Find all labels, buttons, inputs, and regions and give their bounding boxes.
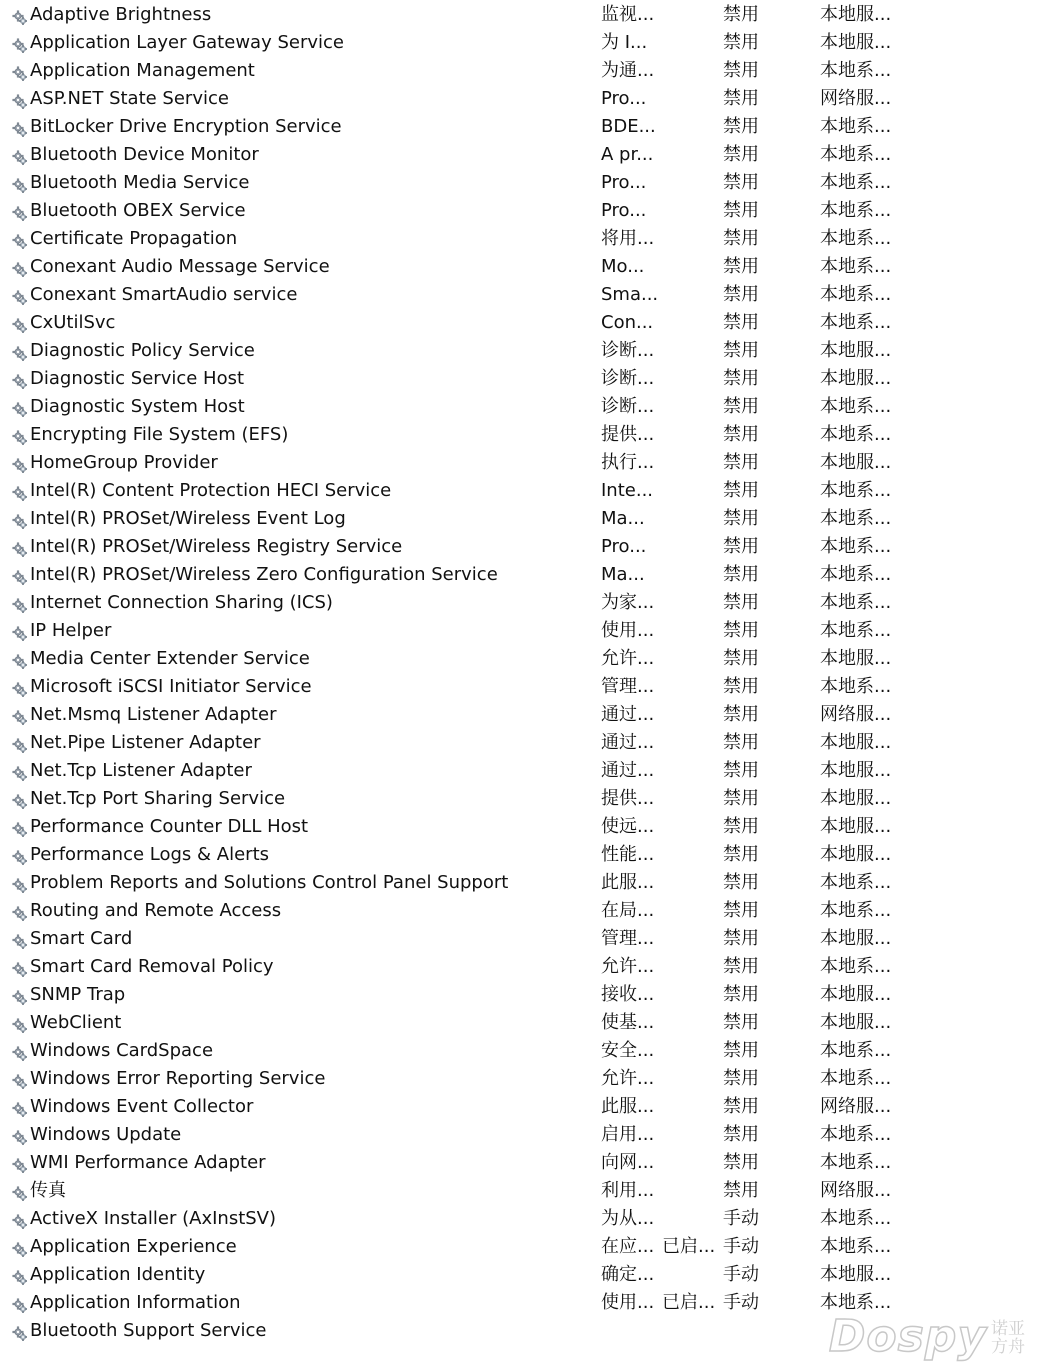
- service-description: 使用...: [601, 1292, 655, 1313]
- service-row[interactable]: [0, 57, 1037, 85]
- service-logon-as: 本地系...: [820, 620, 892, 641]
- service-gear-icon: [11, 1183, 28, 1200]
- service-row[interactable]: [0, 225, 1037, 253]
- service-logon-as: 本地服...: [820, 452, 892, 473]
- service-gear-icon: [11, 819, 28, 836]
- service-description: 允许...: [601, 648, 655, 669]
- service-logon-as: 本地服...: [820, 788, 892, 809]
- service-description: 诊断...: [601, 368, 655, 389]
- service-logon-as: 本地服...: [820, 1012, 892, 1033]
- service-row[interactable]: [0, 365, 1037, 393]
- service-row[interactable]: [0, 1121, 1037, 1149]
- service-description: A pr...: [601, 144, 654, 165]
- service-startup-type: 禁用: [723, 1152, 759, 1173]
- service-description: 管理...: [601, 676, 655, 697]
- service-row[interactable]: [0, 561, 1037, 589]
- service-row[interactable]: [0, 85, 1037, 113]
- service-name: CxUtilSvc: [30, 312, 116, 333]
- service-startup-type: 禁用: [723, 928, 759, 949]
- service-name: Routing and Remote Access: [30, 900, 282, 921]
- service-description: 确定...: [601, 1264, 655, 1285]
- service-logon-as: 本地系...: [820, 60, 892, 81]
- service-row[interactable]: [0, 1065, 1037, 1093]
- service-status: 已启...: [662, 1236, 716, 1257]
- service-description: Ma...: [601, 564, 645, 585]
- service-logon-as: 本地服...: [820, 32, 892, 53]
- service-startup-type: 禁用: [723, 620, 759, 641]
- service-name: Application Identity: [30, 1264, 206, 1285]
- service-description: 利用...: [601, 1180, 655, 1201]
- service-name: Windows Event Collector: [30, 1096, 254, 1117]
- service-logon-as: 本地服...: [820, 368, 892, 389]
- service-logon-as: 网络服...: [820, 1096, 892, 1117]
- service-name: Internet Connection Sharing (ICS): [30, 592, 333, 613]
- service-name: Intel(R) PROSet/Wireless Zero Configuration Service: [30, 564, 498, 585]
- service-gear-icon: [11, 315, 28, 332]
- service-row[interactable]: [0, 393, 1037, 421]
- service-description: 监视...: [601, 4, 655, 25]
- service-gear-icon: [11, 1295, 28, 1312]
- service-row[interactable]: [0, 421, 1037, 449]
- service-startup-type: 禁用: [723, 816, 759, 837]
- service-gear-icon: [11, 511, 28, 528]
- service-logon-as: 本地系...: [820, 1068, 892, 1089]
- service-logon-as: 本地系...: [820, 1040, 892, 1061]
- service-name: Diagnostic Service Host: [30, 368, 245, 389]
- service-logon-as: 本地系...: [820, 172, 892, 193]
- service-startup-type: 禁用: [723, 284, 759, 305]
- service-startup-type: 禁用: [723, 676, 759, 697]
- service-logon-as: 本地服...: [820, 1264, 892, 1285]
- service-row[interactable]: [0, 701, 1037, 729]
- service-name: Bluetooth OBEX Service: [30, 200, 246, 221]
- service-gear-icon: [11, 679, 28, 696]
- service-row[interactable]: [0, 953, 1037, 981]
- service-row[interactable]: [0, 981, 1037, 1009]
- service-gear-icon: [11, 483, 28, 500]
- service-gear-icon: [11, 1155, 28, 1172]
- service-logon-as: 本地系...: [820, 900, 892, 921]
- service-row[interactable]: [0, 757, 1037, 785]
- service-gear-icon: [11, 623, 28, 640]
- service-gear-icon: [11, 231, 28, 248]
- service-startup-type: 禁用: [723, 900, 759, 921]
- service-description: 性能...: [601, 844, 655, 865]
- service-startup-type: 禁用: [723, 956, 759, 977]
- service-logon-as: 本地服...: [820, 984, 892, 1005]
- service-gear-icon: [11, 847, 28, 864]
- service-name: Application Information: [30, 1292, 241, 1313]
- service-logon-as: 本地服...: [820, 928, 892, 949]
- service-startup-type: 禁用: [723, 1180, 759, 1201]
- service-logon-as: 本地系...: [820, 508, 892, 529]
- service-startup-type: 禁用: [723, 508, 759, 529]
- service-startup-type: 禁用: [723, 1040, 759, 1061]
- service-logon-as: 本地系...: [820, 284, 892, 305]
- service-description: 为通...: [601, 60, 655, 81]
- service-gear-icon: [11, 595, 28, 612]
- service-gear-icon: [11, 763, 28, 780]
- service-startup-type: 禁用: [723, 592, 759, 613]
- service-logon-as: 本地系...: [820, 872, 892, 893]
- watermark-sub-line1: 诺亚: [991, 1319, 1025, 1339]
- service-row[interactable]: [0, 337, 1037, 365]
- service-logon-as: 本地系...: [820, 1124, 892, 1145]
- service-startup-type: 禁用: [723, 200, 759, 221]
- service-row[interactable]: [0, 841, 1037, 869]
- service-logon-as: 本地系...: [820, 200, 892, 221]
- service-row[interactable]: [0, 141, 1037, 169]
- service-description: 通过...: [601, 760, 655, 781]
- service-gear-icon: [11, 175, 28, 192]
- service-description: 此服...: [601, 872, 655, 893]
- service-name: WMI Performance Adapter: [30, 1152, 266, 1173]
- service-description: 执行...: [601, 452, 655, 473]
- service-description: Con...: [601, 312, 654, 333]
- service-row[interactable]: [0, 1317, 1037, 1345]
- service-logon-as: 本地系...: [820, 956, 892, 977]
- service-gear-icon: [11, 203, 28, 220]
- service-logon-as: 本地系...: [820, 592, 892, 613]
- service-row[interactable]: [0, 169, 1037, 197]
- service-row[interactable]: [0, 29, 1037, 57]
- service-logon-as: 本地系...: [820, 564, 892, 585]
- service-row[interactable]: [0, 925, 1037, 953]
- service-description: 允许...: [601, 956, 655, 977]
- service-description: Pro...: [601, 200, 647, 221]
- service-description: Inte...: [601, 480, 654, 501]
- service-description: 在局...: [601, 900, 655, 921]
- service-description: 启用...: [601, 1124, 655, 1145]
- service-gear-icon: [11, 119, 28, 136]
- service-logon-as: 本地系...: [820, 1208, 892, 1229]
- service-logon-as: 本地系...: [820, 116, 892, 137]
- service-gear-icon: [11, 1043, 28, 1060]
- service-startup-type: 禁用: [723, 564, 759, 585]
- service-description: Pro...: [601, 536, 647, 557]
- service-logon-as: 本地系...: [820, 536, 892, 557]
- service-name: Diagnostic Policy Service: [30, 340, 255, 361]
- service-name: HomeGroup Provider: [30, 452, 218, 473]
- service-description: 此服...: [601, 1096, 655, 1117]
- service-name: BitLocker Drive Encryption Service: [30, 116, 342, 137]
- service-row[interactable]: [0, 673, 1037, 701]
- service-startup-type: 手动: [723, 1264, 759, 1285]
- service-name: Performance Counter DLL Host: [30, 816, 309, 837]
- service-description: 允许...: [601, 1068, 655, 1089]
- service-logon-as: 本地系...: [820, 312, 892, 333]
- service-startup-type: 禁用: [723, 396, 759, 417]
- service-logon-as: 本地系...: [820, 1292, 892, 1313]
- service-row[interactable]: [0, 505, 1037, 533]
- service-gear-icon: [11, 1071, 28, 1088]
- service-row[interactable]: [0, 309, 1037, 337]
- service-logon-as: 本地服...: [820, 732, 892, 753]
- services-list: [0, 1, 1037, 1345]
- service-startup-type: 禁用: [723, 760, 759, 781]
- service-gear-icon: [11, 1099, 28, 1116]
- service-gear-icon: [11, 791, 28, 808]
- service-gear-icon: [11, 63, 28, 80]
- service-description: 诊断...: [601, 396, 655, 417]
- service-logon-as: 网络服...: [820, 88, 892, 109]
- service-name: Smart Card: [30, 928, 133, 949]
- service-gear-icon: [11, 931, 28, 948]
- service-row[interactable]: [0, 281, 1037, 309]
- service-logon-as: 本地系...: [820, 424, 892, 445]
- service-name: Windows Error Reporting Service: [30, 1068, 326, 1089]
- service-name: Intel(R) PROSet/Wireless Event Log: [30, 508, 346, 529]
- service-gear-icon: [11, 371, 28, 388]
- service-startup-type: 禁用: [723, 984, 759, 1005]
- service-row[interactable]: [0, 729, 1037, 757]
- service-description: Sma...: [601, 284, 659, 305]
- service-name: ActiveX Installer (AxInstSV): [30, 1208, 277, 1229]
- service-description: 通过...: [601, 704, 655, 725]
- service-description: 提供...: [601, 788, 655, 809]
- service-gear-icon: [11, 427, 28, 444]
- service-row[interactable]: [0, 1037, 1037, 1065]
- service-startup-type: 禁用: [723, 368, 759, 389]
- service-startup-type: 手动: [723, 1236, 759, 1257]
- service-description: 管理...: [601, 928, 655, 949]
- service-gear-icon: [11, 539, 28, 556]
- service-row[interactable]: [0, 897, 1037, 925]
- service-logon-as: 本地系...: [820, 676, 892, 697]
- service-gear-icon: [11, 91, 28, 108]
- service-row[interactable]: [0, 617, 1037, 645]
- service-gear-icon: [11, 651, 28, 668]
- service-description: 为从...: [601, 1208, 655, 1229]
- service-logon-as: 本地系...: [820, 1236, 892, 1257]
- service-name: Bluetooth Media Service: [30, 172, 250, 193]
- service-startup-type: 禁用: [723, 1068, 759, 1089]
- service-logon-as: 本地服...: [820, 4, 892, 25]
- service-name: Conexant Audio Message Service: [30, 256, 330, 277]
- service-row[interactable]: [0, 1177, 1037, 1205]
- service-description: 提供...: [601, 424, 655, 445]
- service-name: Microsoft iSCSI Initiator Service: [30, 676, 312, 697]
- service-name: Windows CardSpace: [30, 1040, 214, 1061]
- service-startup-type: 禁用: [723, 704, 759, 725]
- service-gear-icon: [11, 567, 28, 584]
- service-logon-as: 本地系...: [820, 228, 892, 249]
- service-gear-icon: [11, 875, 28, 892]
- service-name: Net.Tcp Listener Adapter: [30, 760, 252, 781]
- service-startup-type: 禁用: [723, 872, 759, 893]
- service-name: Smart Card Removal Policy: [30, 956, 274, 977]
- service-row[interactable]: [0, 477, 1037, 505]
- service-startup-type: 禁用: [723, 1012, 759, 1033]
- service-row[interactable]: [0, 1093, 1037, 1121]
- service-name: Application Experience: [30, 1236, 237, 1257]
- service-startup-type: 禁用: [723, 788, 759, 809]
- service-row[interactable]: [0, 1149, 1037, 1177]
- service-logon-as: 本地服...: [820, 816, 892, 837]
- service-gear-icon: [11, 1239, 28, 1256]
- service-description: 为家...: [601, 592, 655, 613]
- service-description: 为 I...: [601, 32, 648, 53]
- service-name: Intel(R) PROSet/Wireless Registry Service: [30, 536, 403, 557]
- service-startup-type: 禁用: [723, 452, 759, 473]
- service-name: Application Layer Gateway Service: [30, 32, 344, 53]
- service-gear-icon: [11, 259, 28, 276]
- service-description: 在应...: [601, 1236, 655, 1257]
- service-name: Certificate Propagation: [30, 228, 238, 249]
- service-row[interactable]: [0, 813, 1037, 841]
- service-name: Application Management: [30, 60, 255, 81]
- service-startup-type: 手动: [723, 1208, 759, 1229]
- service-logon-as: 本地系...: [820, 1152, 892, 1173]
- service-logon-as: 本地系...: [820, 396, 892, 417]
- service-description: Mo...: [601, 256, 645, 277]
- service-description: Ma...: [601, 508, 645, 529]
- service-logon-as: 本地服...: [820, 844, 892, 865]
- service-name: Intel(R) Content Protection HECI Service: [30, 480, 392, 501]
- service-gear-icon: [11, 287, 28, 304]
- service-name: WebClient: [30, 1012, 122, 1033]
- service-logon-as: 本地系...: [820, 256, 892, 277]
- service-name: Windows Update: [30, 1124, 182, 1145]
- service-gear-icon: [11, 987, 28, 1004]
- service-startup-type: 禁用: [723, 1124, 759, 1145]
- service-name: Problem Reports and Solutions Control Panel Support: [30, 872, 509, 893]
- service-name: Media Center Extender Service: [30, 648, 310, 669]
- service-name: SNMP Trap: [30, 984, 126, 1005]
- service-startup-type: 禁用: [723, 172, 759, 193]
- service-logon-as: 本地系...: [820, 144, 892, 165]
- service-startup-type: 禁用: [723, 312, 759, 333]
- service-logon-as: 本地服...: [820, 340, 892, 361]
- service-logon-as: 本地服...: [820, 760, 892, 781]
- service-startup-type: 手动: [723, 1292, 759, 1313]
- service-startup-type: 禁用: [723, 648, 759, 669]
- service-row[interactable]: [0, 113, 1037, 141]
- service-row[interactable]: [0, 1289, 1037, 1317]
- service-name: Bluetooth Device Monitor: [30, 144, 259, 165]
- watermark-logo-text: Dospy: [828, 1311, 987, 1362]
- service-startup-type: 禁用: [723, 144, 759, 165]
- service-name: Net.Tcp Port Sharing Service: [30, 788, 286, 809]
- service-description: BDE...: [601, 116, 656, 137]
- service-gear-icon: [11, 1211, 28, 1228]
- service-startup-type: 禁用: [723, 844, 759, 865]
- service-gear-icon: [11, 959, 28, 976]
- service-gear-icon: [11, 147, 28, 164]
- service-description: 使基...: [601, 1012, 655, 1033]
- service-name: Net.Msmq Listener Adapter: [30, 704, 277, 725]
- service-description: 使远...: [601, 816, 655, 837]
- service-row[interactable]: [0, 869, 1037, 897]
- service-description: 将用...: [601, 228, 655, 249]
- service-name: Conexant SmartAudio service: [30, 284, 298, 305]
- service-gear-icon: [11, 1015, 28, 1032]
- service-row[interactable]: [0, 1233, 1037, 1261]
- service-startup-type: 禁用: [723, 4, 759, 25]
- service-gear-icon: [11, 1127, 28, 1144]
- service-gear-icon: [11, 707, 28, 724]
- service-gear-icon: [11, 1323, 28, 1340]
- service-logon-as: 网络服...: [820, 704, 892, 725]
- service-name: Bluetooth Support Service: [30, 1320, 267, 1341]
- service-gear-icon: [11, 455, 28, 472]
- service-startup-type: 禁用: [723, 732, 759, 753]
- service-row[interactable]: [0, 253, 1037, 281]
- service-row[interactable]: [0, 1009, 1037, 1037]
- service-name: Net.Pipe Listener Adapter: [30, 732, 261, 753]
- service-row[interactable]: [0, 785, 1037, 813]
- service-description: 向网...: [601, 1152, 655, 1173]
- service-startup-type: 禁用: [723, 1096, 759, 1117]
- service-description: 诊断...: [601, 340, 655, 361]
- service-startup-type: 禁用: [723, 88, 759, 109]
- service-logon-as: 本地服...: [820, 648, 892, 669]
- service-startup-type: 禁用: [723, 256, 759, 277]
- service-startup-type: 禁用: [723, 536, 759, 557]
- service-startup-type: 禁用: [723, 60, 759, 81]
- service-gear-icon: [11, 1267, 28, 1284]
- service-name: IP Helper: [30, 620, 112, 641]
- service-description: 安全...: [601, 1040, 655, 1061]
- service-description: Pro...: [601, 88, 647, 109]
- service-row[interactable]: [0, 645, 1037, 673]
- service-logon-as: 网络服...: [820, 1180, 892, 1201]
- service-gear-icon: [11, 399, 28, 416]
- service-name: Performance Logs & Alerts: [30, 844, 270, 865]
- service-name: Encrypting File System (EFS): [30, 424, 289, 445]
- service-gear-icon: [11, 7, 28, 24]
- service-row[interactable]: [0, 1261, 1037, 1289]
- watermark-sub-line2: 方舟: [991, 1337, 1025, 1357]
- service-gear-icon: [11, 35, 28, 52]
- service-status: 已启...: [662, 1292, 716, 1313]
- service-row[interactable]: [0, 1205, 1037, 1233]
- service-description: Pro...: [601, 172, 647, 193]
- service-row[interactable]: [0, 533, 1037, 561]
- service-row[interactable]: [0, 197, 1037, 225]
- service-name: ASP.NET State Service: [30, 88, 229, 109]
- service-startup-type: 禁用: [723, 424, 759, 445]
- service-startup-type: 禁用: [723, 480, 759, 501]
- service-gear-icon: [11, 735, 28, 752]
- service-description: 使用...: [601, 620, 655, 641]
- service-description: 接收...: [601, 984, 655, 1005]
- service-row[interactable]: [0, 589, 1037, 617]
- service-startup-type: 禁用: [723, 228, 759, 249]
- service-startup-type: 禁用: [723, 32, 759, 53]
- service-description: 通过...: [601, 732, 655, 753]
- service-logon-as: 本地系...: [820, 480, 892, 501]
- service-startup-type: 禁用: [723, 116, 759, 137]
- service-name: Diagnostic System Host: [30, 396, 245, 417]
- service-startup-type: 禁用: [723, 340, 759, 361]
- service-name: Adaptive Brightness: [30, 4, 212, 25]
- service-gear-icon: [11, 903, 28, 920]
- service-row[interactable]: [0, 1, 1037, 29]
- service-row[interactable]: [0, 449, 1037, 477]
- service-name: 传真: [30, 1180, 66, 1201]
- service-gear-icon: [11, 343, 28, 360]
